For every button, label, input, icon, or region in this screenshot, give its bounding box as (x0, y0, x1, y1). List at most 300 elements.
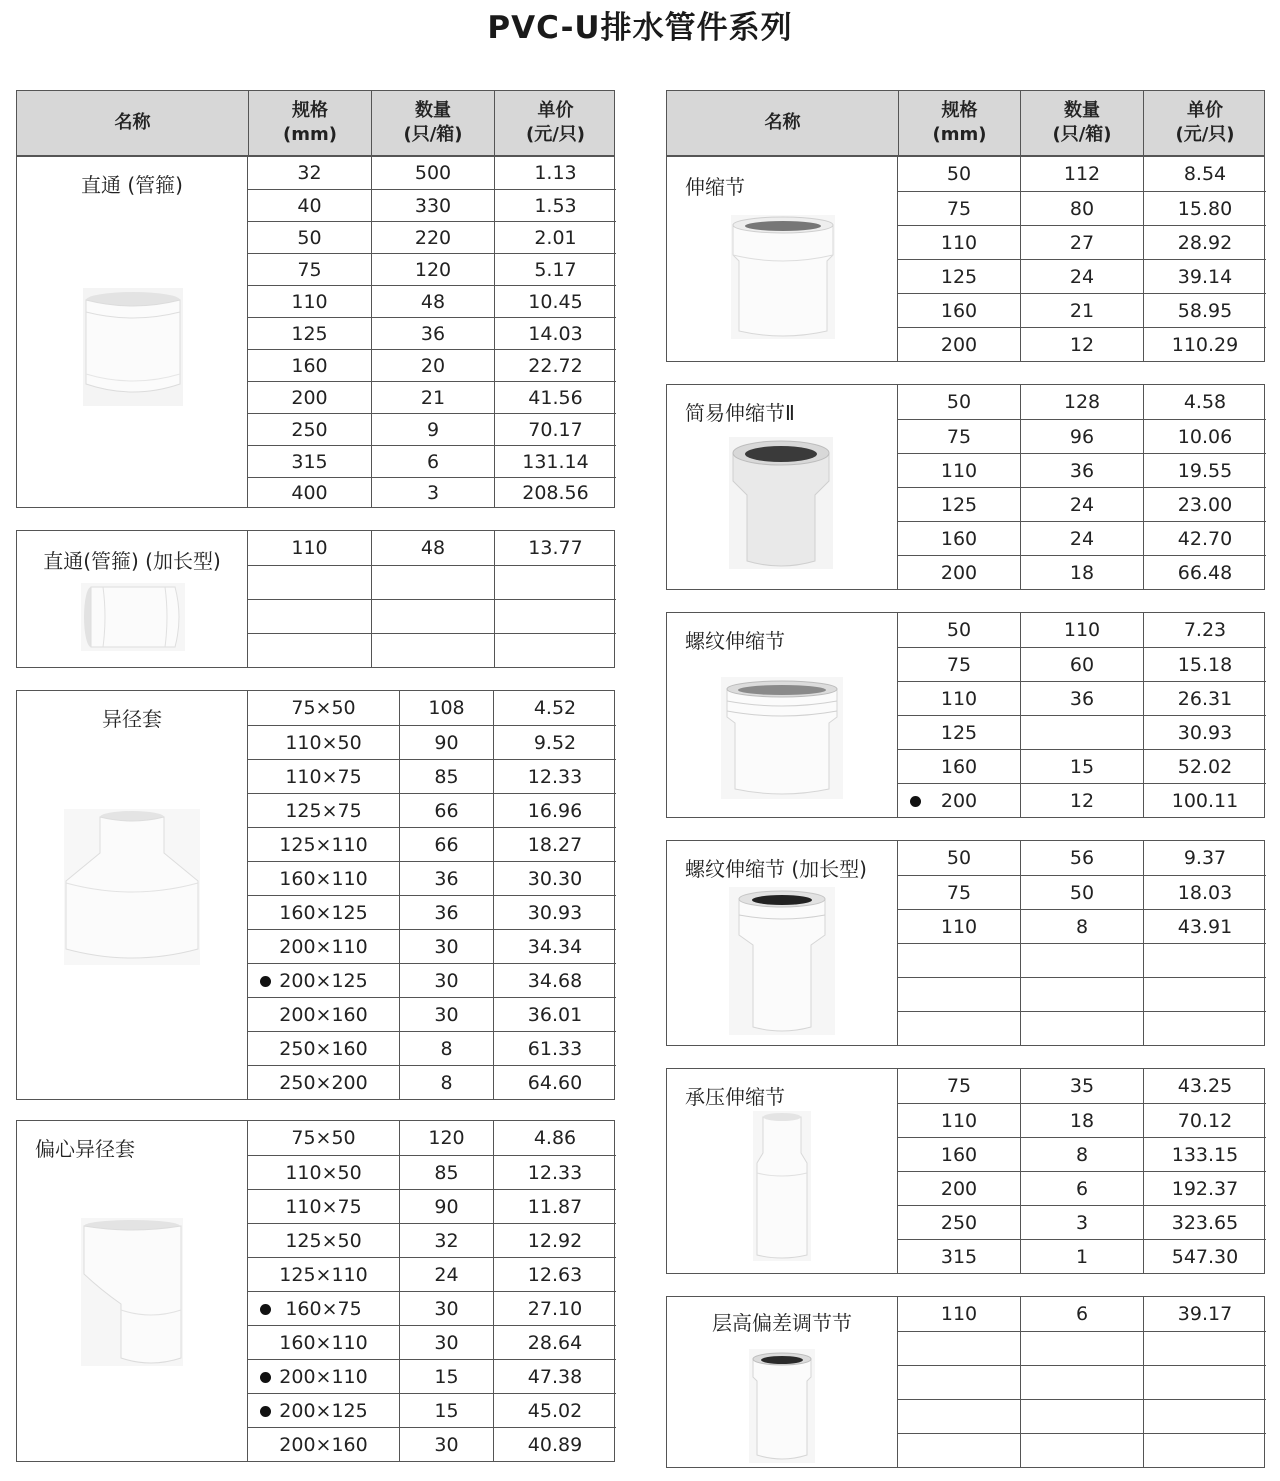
qty-cell (399, 828, 493, 861)
price-cell (493, 930, 616, 963)
spec-cell (248, 691, 399, 725)
price-cell (1143, 420, 1266, 453)
price-value: 4.52 (533, 697, 577, 719)
qty-cell (1020, 1138, 1143, 1171)
table-row (248, 285, 616, 317)
table-row (248, 997, 616, 1031)
spec-cell (248, 190, 371, 221)
qty-value: 24 (1069, 527, 1095, 550)
price-cell (1143, 784, 1266, 817)
qty-value: 36 (434, 901, 459, 924)
spec-cell (898, 682, 1020, 715)
price-cell (493, 1066, 616, 1099)
price-cell (493, 794, 616, 827)
qty-cell (1020, 1206, 1143, 1239)
product-rows (898, 385, 1266, 589)
table-row (898, 259, 1266, 293)
price-value: 19.55 (1177, 459, 1233, 482)
header-price: 单价 (元/只) (494, 91, 616, 155)
table-row (898, 613, 1266, 647)
price-cell (493, 998, 616, 1031)
table-row (898, 1171, 1266, 1205)
price-cell (493, 1224, 616, 1257)
price-value: 39.14 (1177, 265, 1233, 288)
table-row (248, 253, 616, 285)
table-row (248, 221, 616, 253)
table-row (248, 827, 616, 861)
qty-cell (399, 930, 493, 963)
price-value: 1.53 (534, 194, 577, 217)
spec-cell (248, 964, 399, 997)
price-cell (493, 1394, 616, 1427)
spec-cell (898, 260, 1020, 293)
header-qty: 数量 (只/箱) (1020, 91, 1143, 155)
spec-cell (248, 446, 371, 477)
qty-cell (399, 1360, 493, 1393)
table-row (898, 157, 1266, 191)
price-value: 28.92 (1177, 231, 1233, 254)
qty-cell (1020, 978, 1143, 1011)
qty-cell (1020, 1400, 1143, 1433)
qty-value: 8 (440, 1037, 453, 1060)
product-photo (749, 1349, 815, 1467)
table-row (898, 875, 1266, 909)
spec-cell (248, 1360, 399, 1393)
price-value: 66.48 (1177, 561, 1233, 584)
product-name: 螺纹伸缩节 (685, 629, 785, 653)
product-rows (898, 1069, 1266, 1273)
spec-cell (898, 385, 1020, 419)
table-row (248, 157, 616, 189)
table-row (898, 715, 1266, 749)
spec-value: 75 (946, 881, 972, 904)
price-value: 43.91 (1177, 915, 1233, 938)
product-photo (64, 809, 200, 969)
spec-cell (898, 784, 1020, 817)
product-photo (753, 1111, 811, 1265)
qty-cell (371, 286, 494, 317)
table-row (248, 1393, 616, 1427)
table-row (898, 943, 1266, 977)
spec-value: 160 (940, 299, 978, 322)
spec-value: 50 (946, 619, 972, 641)
qty-cell (371, 157, 494, 189)
product-name-cell (17, 691, 248, 1099)
qty-cell (1020, 556, 1143, 589)
spec-value: 250 (291, 418, 328, 441)
price-cell (1143, 1206, 1266, 1239)
spec-cell (248, 634, 371, 667)
product-block (666, 1296, 1265, 1468)
spec-cell (248, 1292, 399, 1325)
spec-cell (248, 382, 371, 413)
price-cell (494, 478, 616, 507)
spec-value: 75 (946, 653, 972, 676)
price-cell (1143, 157, 1266, 191)
price-cell (1143, 328, 1266, 361)
spec-value: 125×110 (279, 1263, 368, 1286)
spec-value: 160 (940, 755, 978, 778)
price-cell (1143, 226, 1266, 259)
qty-value: 32 (434, 1229, 459, 1252)
qty-value: 6 (426, 450, 440, 473)
qty-value: 36 (434, 867, 459, 890)
price-value: 40.89 (527, 1433, 583, 1456)
qty-value: 30 (434, 1003, 459, 1026)
qty-value: 500 (414, 162, 452, 184)
qty-cell (399, 760, 493, 793)
table-row (248, 1189, 616, 1223)
qty-value: 30 (434, 1433, 459, 1456)
qty-cell (399, 964, 493, 997)
qty-value: 12 (1069, 333, 1095, 356)
spec-cell (898, 613, 1020, 647)
spec-value: 400 (291, 481, 328, 504)
price-value: 41.56 (528, 386, 583, 409)
qty-cell (1020, 488, 1143, 521)
spec-value: 160 (291, 354, 328, 377)
qty-cell (399, 726, 493, 759)
table-row (898, 783, 1266, 817)
product-block (16, 690, 615, 1100)
header-name: 名称 (114, 112, 151, 133)
table-row (898, 487, 1266, 521)
price-value: 131.14 (522, 450, 589, 473)
product-photo (729, 437, 833, 573)
qty-cell (1020, 682, 1143, 715)
qty-cell (371, 446, 494, 477)
spec-cell (248, 896, 399, 929)
spec-cell (898, 1012, 1020, 1045)
spec-value: 125×110 (279, 833, 368, 856)
price-cell (1143, 1012, 1266, 1045)
price-value: 11.87 (527, 1195, 583, 1218)
qty-cell (1020, 1104, 1143, 1137)
price-value: 58.95 (1177, 299, 1233, 322)
spec-cell (248, 1066, 399, 1099)
qty-cell (371, 350, 494, 381)
table-row (898, 647, 1266, 681)
spec-value: 75 (946, 425, 972, 448)
price-cell (1143, 1434, 1266, 1467)
price-cell (1143, 648, 1266, 681)
left-price-table (16, 90, 615, 1462)
qty-cell (1020, 1240, 1143, 1273)
qty-cell (399, 1190, 493, 1223)
price-value: 30.30 (527, 867, 583, 890)
spec-cell (898, 488, 1020, 521)
qty-cell (1020, 226, 1143, 259)
table-row (248, 413, 616, 445)
left-table-header (16, 90, 615, 157)
spec-value: 125 (291, 322, 328, 345)
price-value: 45.02 (527, 1399, 583, 1422)
product-name-cell (667, 157, 898, 361)
spec-cell (248, 760, 399, 793)
qty-cell (1020, 454, 1143, 487)
product-name: 简易伸缩节Ⅱ (685, 401, 795, 425)
qty-value: 18 (1069, 561, 1095, 584)
table-row (248, 1325, 616, 1359)
table-row (248, 349, 616, 381)
price-value: 13.77 (528, 537, 583, 559)
spec-cell (248, 828, 399, 861)
qty-cell (1020, 260, 1143, 293)
product-block (666, 612, 1265, 818)
product-name-cell (667, 841, 898, 1045)
product-photo (721, 677, 843, 803)
qty-value: 36 (420, 322, 446, 345)
spec-cell (248, 862, 399, 895)
table-row (898, 1205, 1266, 1239)
table-row (898, 385, 1266, 419)
qty-cell (1020, 1434, 1143, 1467)
price-value: 9.52 (533, 731, 577, 754)
spec-cell (898, 750, 1020, 783)
spec-cell (898, 1172, 1020, 1205)
qty-cell (399, 1428, 493, 1461)
spec-value: 125 (940, 721, 978, 744)
table-row (898, 1103, 1266, 1137)
spec-cell (898, 910, 1020, 943)
table-row (898, 453, 1266, 487)
price-value: 22.72 (528, 354, 583, 377)
spec-cell (898, 226, 1020, 259)
price-cell (493, 1258, 616, 1291)
price-cell (493, 726, 616, 759)
table-row (898, 1331, 1266, 1365)
price-cell (1143, 1297, 1266, 1331)
spec-cell (248, 1394, 399, 1427)
price-cell (1143, 978, 1266, 1011)
product-name-cell (667, 1297, 898, 1467)
table-row (248, 599, 616, 633)
price-value: 39.17 (1177, 1303, 1233, 1325)
qty-cell (1020, 1069, 1143, 1103)
qty-cell (371, 318, 494, 349)
table-row (898, 225, 1266, 259)
qty-value: 3 (426, 481, 440, 504)
qty-cell (371, 600, 494, 633)
spec-cell (898, 1240, 1020, 1273)
qty-cell (399, 1032, 493, 1065)
price-cell (1143, 556, 1266, 589)
price-cell (1143, 1332, 1266, 1365)
qty-value: 8 (440, 1071, 453, 1094)
qty-cell (1020, 648, 1143, 681)
qty-value: 90 (434, 1195, 459, 1218)
qty-value: 56 (1069, 847, 1095, 869)
spec-value: 200×110 (279, 1365, 368, 1388)
spec-cell (248, 414, 371, 445)
price-value: 52.02 (1177, 755, 1233, 778)
spec-cell (898, 978, 1020, 1011)
price-cell (494, 566, 616, 599)
table-row (898, 1365, 1266, 1399)
table-row (248, 963, 616, 997)
spec-value: 50 (946, 847, 972, 869)
table-row (248, 189, 616, 221)
qty-cell (1020, 522, 1143, 555)
qty-value: 50 (1069, 881, 1095, 904)
qty-cell (1020, 1012, 1143, 1045)
price-cell (1143, 682, 1266, 715)
table-row (248, 1223, 616, 1257)
product-block (16, 157, 615, 508)
spec-cell (898, 294, 1020, 327)
right-price-table (666, 90, 1265, 1468)
qty-value: 110 (1063, 619, 1101, 641)
qty-cell (371, 382, 494, 413)
table-row (898, 293, 1266, 327)
qty-value: 15 (1069, 755, 1095, 778)
qty-cell (371, 254, 494, 285)
qty-cell (399, 1326, 493, 1359)
spec-value: 160×110 (279, 867, 368, 890)
qty-cell (371, 190, 494, 221)
table-row (898, 1239, 1266, 1273)
spec-value: 200×125 (279, 969, 368, 992)
product-rows (248, 157, 616, 507)
qty-value: 85 (434, 1161, 459, 1184)
product-block (666, 157, 1265, 362)
price-cell (493, 1360, 616, 1393)
qty-cell (1020, 784, 1143, 817)
price-value: 30.93 (1177, 721, 1233, 744)
price-cell (1143, 841, 1266, 875)
price-value: 18.03 (1177, 881, 1233, 904)
spec-cell (248, 222, 371, 253)
spec-cell (248, 726, 399, 759)
header-spec: 规格 (mm) (248, 91, 371, 155)
spec-value: 110 (940, 1109, 978, 1132)
price-cell (1143, 522, 1266, 555)
spec-cell (898, 1366, 1020, 1399)
price-value: 23.00 (1177, 493, 1233, 516)
qty-cell (371, 531, 494, 565)
spec-cell (248, 1121, 399, 1155)
spec-cell (898, 328, 1020, 361)
price-value: 12.33 (527, 765, 583, 788)
qty-value: 108 (428, 697, 465, 719)
spec-cell (248, 1326, 399, 1359)
qty-cell (1020, 944, 1143, 977)
table-row (248, 381, 616, 413)
qty-cell (399, 794, 493, 827)
price-value: 1.13 (534, 162, 577, 184)
price-cell (493, 691, 616, 725)
price-cell (494, 222, 616, 253)
qty-value: 15 (434, 1399, 459, 1422)
spec-cell (898, 192, 1020, 225)
price-value: 2.01 (534, 226, 577, 249)
qty-value: 112 (1063, 163, 1101, 185)
spec-cell (898, 556, 1020, 589)
spec-cell (248, 566, 371, 599)
qty-value: 48 (420, 537, 446, 559)
qty-cell (371, 222, 494, 253)
qty-value: 8 (1075, 915, 1089, 938)
price-value: 70.12 (1177, 1109, 1233, 1132)
spec-value: 125×75 (285, 799, 362, 822)
spec-value: 75 (297, 258, 322, 281)
table-row (898, 1069, 1266, 1103)
spec-value: 200×160 (279, 1433, 368, 1456)
spec-cell (248, 350, 371, 381)
spec-value: 200×125 (279, 1399, 368, 1422)
price-cell (493, 828, 616, 861)
page-title: PVC-U排水管件系列 (487, 10, 793, 46)
qty-cell (1020, 420, 1143, 453)
spec-value: 110×75 (285, 1195, 362, 1218)
price-cell (494, 157, 616, 189)
spec-value: 50 (946, 391, 972, 413)
product-photo (83, 288, 183, 410)
qty-cell (371, 414, 494, 445)
qty-value: 48 (420, 290, 446, 313)
price-cell (494, 634, 616, 667)
price-cell (1143, 876, 1266, 909)
spec-cell (898, 1297, 1020, 1331)
qty-cell (1020, 876, 1143, 909)
spec-value: 110×50 (285, 1161, 362, 1184)
spec-cell (248, 600, 371, 633)
spec-cell (898, 522, 1020, 555)
qty-cell (399, 1156, 493, 1189)
price-value: 7.23 (1183, 619, 1227, 641)
price-value: 64.60 (527, 1071, 583, 1094)
spec-cell (898, 716, 1020, 749)
price-value: 192.37 (1171, 1177, 1239, 1200)
qty-value: 80 (1069, 197, 1095, 220)
spec-value: 125 (940, 265, 978, 288)
price-value: 34.34 (527, 935, 583, 958)
qty-value: 15 (434, 1365, 459, 1388)
spec-value: 160×75 (285, 1297, 362, 1320)
price-value: 27.10 (527, 1297, 583, 1320)
spec-cell (898, 420, 1020, 453)
qty-value: 8 (1075, 1143, 1089, 1166)
price-value: 8.54 (1183, 163, 1227, 185)
qty-cell (399, 1121, 493, 1155)
product-photo (731, 215, 835, 343)
qty-cell (1020, 192, 1143, 225)
price-value: 16.96 (527, 799, 583, 822)
spec-value: 200 (940, 1177, 978, 1200)
qty-value: 24 (434, 1263, 459, 1286)
table-row (248, 895, 616, 929)
price-value: 4.58 (1183, 391, 1227, 413)
product-name-cell (17, 1121, 248, 1461)
table-row (248, 1359, 616, 1393)
table-row (248, 1065, 616, 1099)
product-name-cell (17, 531, 248, 667)
spec-cell (898, 1332, 1020, 1365)
qty-value: 3 (1075, 1211, 1089, 1234)
qty-value: 1 (1075, 1245, 1089, 1268)
spec-value: 200 (291, 386, 328, 409)
price-cell (1143, 750, 1266, 783)
spec-cell (898, 1069, 1020, 1103)
price-cell (494, 446, 616, 477)
qty-value: 128 (1063, 391, 1101, 413)
spec-value: 125×50 (285, 1229, 362, 1252)
spec-cell (248, 1156, 399, 1189)
product-block (666, 384, 1265, 590)
price-value: 110.29 (1171, 333, 1239, 356)
price-value: 30.93 (527, 901, 583, 924)
product-name: 异径套 (102, 707, 162, 731)
